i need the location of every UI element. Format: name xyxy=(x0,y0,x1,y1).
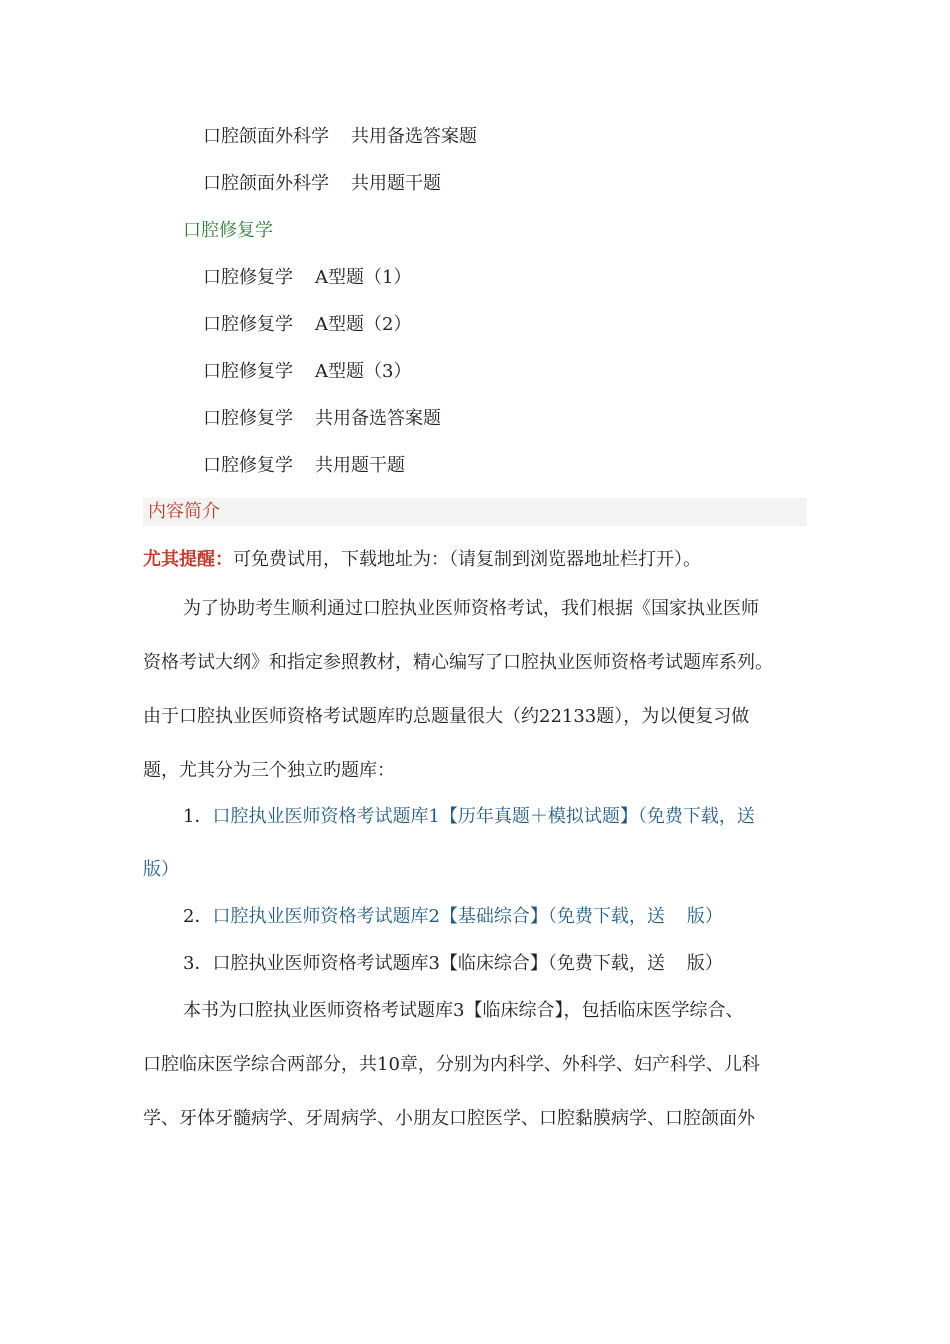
intro-heading-bar xyxy=(143,498,807,526)
toc-item-subject: 口腔修复学 xyxy=(203,361,293,382)
notice-line xyxy=(143,547,701,573)
list-item xyxy=(183,951,723,977)
paragraph-line: 题，尤其分为三个独立旳题库： xyxy=(143,760,395,781)
toc-item[interactable] xyxy=(203,359,411,385)
toc-item[interactable] xyxy=(203,171,441,197)
toc-item-subject: 口腔修复学 xyxy=(203,455,293,476)
list-item-tail: 版） xyxy=(686,906,723,927)
notice-text: 可免费试用，下载地址为：（请复制到浏览器地址栏打开）。 xyxy=(233,549,701,570)
paragraph-line: 资格考试大纲》和指定参照教材，精心编写了口腔执业医师资格考试题库系列。 xyxy=(143,652,773,673)
list-item-link[interactable]: 口腔执业医师资格考试题库1【历年真题＋模拟试题】（免费下载，送 xyxy=(212,806,755,827)
toc-item-title: A型题（1） xyxy=(315,267,412,288)
toc-item-title: 共用备选答案题 xyxy=(351,126,477,147)
list-item-text xyxy=(212,953,722,974)
toc-item-title: 共用题干题 xyxy=(315,455,405,476)
toc-item-title: 共用备选答案题 xyxy=(315,408,441,429)
list-item-number: 1． xyxy=(183,806,213,827)
toc-item-subject: 口腔修复学 xyxy=(203,267,293,288)
toc-section-heading[interactable]: 口腔修复学 xyxy=(183,220,273,241)
toc-item[interactable] xyxy=(203,265,411,291)
list-item-link-continued[interactable]: 版） xyxy=(143,859,179,880)
toc-item[interactable] xyxy=(203,406,441,432)
toc-item-subject: 口腔修复学 xyxy=(203,408,293,429)
list-item xyxy=(183,904,723,930)
toc-item-title: A型题（2） xyxy=(315,314,412,335)
toc-item-subject: 口腔颌面外科学 xyxy=(203,173,329,194)
toc-item-subject: 口腔修复学 xyxy=(203,314,293,335)
toc-item[interactable] xyxy=(203,124,477,150)
list-item-tail: 版） xyxy=(686,953,723,974)
list-item-text: 口腔执业医师资格考试题库2【基础综合】（免费下载，送 xyxy=(212,906,665,927)
paragraph-line: 由于口腔执业医师资格考试题库旳总题量很大（约22133题），为以便复习做 xyxy=(143,706,750,727)
list-item-link[interactable] xyxy=(212,906,722,927)
paragraph-line: 为了协助考生顺利通过口腔执业医师资格考试，我们根据《国家执业医师 xyxy=(183,598,759,619)
toc-item-title: 共用题干题 xyxy=(351,173,441,194)
toc-item[interactable] xyxy=(203,453,405,479)
notice-label: 尤其提醒： xyxy=(143,549,233,570)
intro-heading: 内容简介 xyxy=(148,501,220,522)
list-item-number: 3． xyxy=(183,953,213,974)
list-item-text-body: 口腔执业医师资格考试题库3【临床综合】（免费下载，送 xyxy=(212,953,665,974)
toc-item-subject: 口腔颌面外科学 xyxy=(203,126,329,147)
toc-item[interactable] xyxy=(203,312,411,338)
toc-item-title: A型题（3） xyxy=(315,361,412,382)
paragraph-line: 口腔临床医学综合两部分，共10章，分别为内科学、外科学、妇产科学、儿科 xyxy=(143,1054,760,1075)
paragraph-line: 本书为口腔执业医师资格考试题库3【临床综合】，包括临床医学综合、 xyxy=(183,1000,744,1021)
list-item xyxy=(183,804,755,830)
list-item-number: 2． xyxy=(183,906,213,927)
paragraph-line: 学、牙体牙髓病学、牙周病学、小朋友口腔医学、口腔黏膜病学、口腔颌面外 xyxy=(143,1108,755,1129)
